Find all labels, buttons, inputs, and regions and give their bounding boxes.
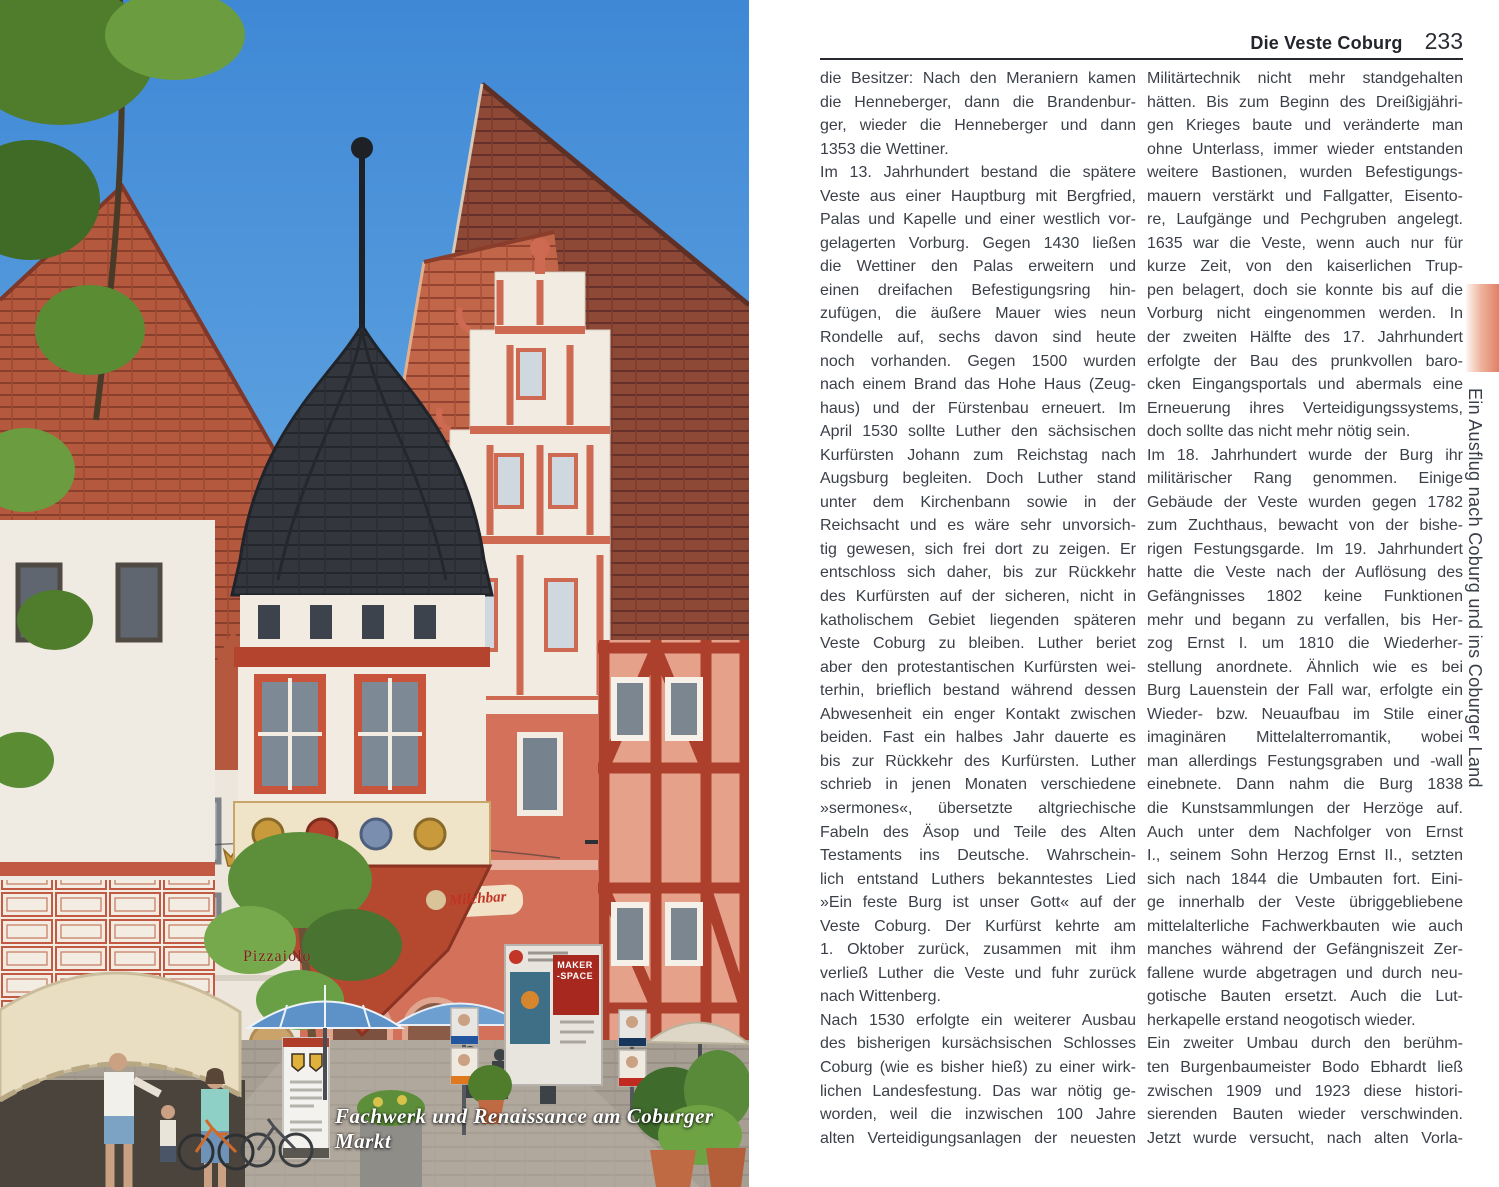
text-line: Gefängnisses 1802 keine Funktionen bbox=[1147, 588, 1463, 606]
text-line: Testaments ins Deutsche. Wahrschein- bbox=[820, 847, 1136, 865]
text-line: Veste Coburg zu bleiben. Luther beriet bbox=[820, 635, 1136, 653]
text-line: beiden. Fast ein halbes Jahr dauerte es bbox=[820, 729, 1136, 747]
text-line: nach einem Brand das Hohe Haus (Zeug- bbox=[820, 376, 1136, 394]
text-line: lich entstand Luthers bekanntestes Lied bbox=[820, 870, 1136, 888]
text-line: Veste Coburg. Der Kurfürst kehrte am bbox=[820, 917, 1136, 935]
text-line: weitere Bastionen, wurden Befestigungs- bbox=[1147, 164, 1463, 182]
text-line: erfolgte der Bau des prunkvollen baro- bbox=[1147, 352, 1463, 370]
chapter-tab bbox=[1466, 284, 1499, 372]
text-line: Rondelle auf, sechs davon sind heute bbox=[820, 329, 1136, 347]
text-line: des Kurfürsten auf der sicheren, nicht in bbox=[820, 588, 1136, 606]
page-number: 233 bbox=[1424, 28, 1463, 54]
maker-kiosk bbox=[505, 945, 602, 1085]
text-line: der zweiten Hälfte des 17. Jahrhundert bbox=[1147, 329, 1463, 347]
text-line: gen Krieges baute und veränderte man bbox=[1147, 117, 1463, 135]
text-line: rigen Festungsgarde. Im 19. Jahrhundert bbox=[1147, 540, 1463, 558]
text-line: 1. Oktober zurück, zusammen mit ihm bbox=[820, 941, 1136, 959]
sign-maker-line2: -SPACE bbox=[556, 971, 594, 981]
text-line: zwischen 1909 und 1923 diese histori- bbox=[1147, 1082, 1463, 1100]
text-line: re, Laufgänge und Pechgruben angelegt. bbox=[1147, 211, 1463, 229]
text-line: pen belagert, doch sie konnte bis auf die bbox=[1147, 281, 1463, 299]
text-line: gelagerten Vorburg. Gegen 1430 ließen bbox=[820, 234, 1136, 252]
text-line: I., seinem Sohn Herzog Ernst II., setzten bbox=[1147, 847, 1463, 865]
text-line: doch sollte das nicht mehr nötig sein. bbox=[1147, 423, 1411, 441]
photo-illustration bbox=[0, 0, 749, 1187]
text-line: zum Zuchthaus, bewacht von der bishe- bbox=[1147, 517, 1463, 535]
text-line: Burg Lauenstein der Fall war, erfolgte ein bbox=[1147, 682, 1463, 700]
text-line: Kurfürsten Johann zum Reichstag nach bbox=[820, 446, 1136, 464]
text-line: cken Eingangsportals und abermals eine bbox=[1147, 376, 1463, 394]
info-pillar bbox=[283, 1038, 329, 1158]
text-line: des bisherigen kursächsischen Schlosses bbox=[820, 1035, 1136, 1053]
text-columns bbox=[820, 67, 1463, 1150]
text-column-1 bbox=[820, 67, 1136, 1150]
text-line: mehr und begann zu verfallen, bis Her- bbox=[1147, 611, 1463, 629]
text-line: »sermones«, übersetzte altgriechische bbox=[820, 799, 1136, 817]
chapter-label: Ein Ausflug nach Coburg und ins Coburger Land bbox=[1465, 388, 1485, 788]
text-line: »Ein feste Burg ist unser Gott« auf der bbox=[820, 894, 1136, 912]
sign-maker-line1: MAKER bbox=[557, 960, 593, 970]
photo-caption: Fachwerk und Renaissance am Coburger Markt bbox=[335, 1104, 714, 1153]
text-line: hatte die Veste nach der Auflösung des bbox=[1147, 564, 1463, 582]
text-line: terhin, brieflich bestand während dessen bbox=[820, 682, 1136, 700]
text-line: Jetzt wurde versucht, nach alten Vorla- bbox=[1147, 1129, 1463, 1147]
text-line: katholischem Gebiet liegenden späteren bbox=[820, 611, 1136, 629]
text-line: verließ Luther die Veste und fuhr zurück bbox=[820, 964, 1136, 982]
header-title: Die Veste Coburg bbox=[1250, 33, 1403, 53]
text-line: Veste aus einer Hauptburg mit Bergfried, bbox=[820, 187, 1136, 205]
text-line: mauern verstärkt und Fallgatter, Eisento- bbox=[1147, 187, 1463, 205]
text-column-2 bbox=[1147, 67, 1463, 1150]
page-header bbox=[820, 30, 1463, 60]
text-line: imaginären Mittelalterromantik, wobei bbox=[1147, 729, 1463, 747]
photo bbox=[0, 0, 749, 1187]
text-line: noch vorhanden. Gegen 1500 wurden bbox=[820, 352, 1136, 370]
text-line: Wieder- bzw. Neuaufbau im Stile einer bbox=[1147, 705, 1463, 723]
text-line: zog Ernst I. um 1810 die Wiederher- bbox=[1147, 635, 1463, 653]
text-line: nach Wittenberg. bbox=[820, 988, 941, 1006]
sign-milchbar: Milchbar bbox=[448, 889, 507, 909]
text-line: sich nach 1844 die Umbauten fort. Eini- bbox=[1147, 870, 1463, 888]
text-line: Auch unter dem Nachfolger von Ernst bbox=[1147, 823, 1463, 841]
text-line: lichen Landesfestung. Das war nötig ge- bbox=[820, 1082, 1136, 1100]
text-line: ohne Unterlass, immer wieder entstanden bbox=[1147, 140, 1463, 158]
text-line: mittelalterliche Fachwerkbauten wie auch bbox=[1147, 917, 1463, 935]
text-line: April 1530 sollte Luther den sächsischen bbox=[820, 423, 1136, 441]
text-line: sierenden Bauten wieder verschwinden. bbox=[1147, 1106, 1463, 1124]
planter bbox=[357, 1090, 425, 1187]
text-line: zufügen, die äußere Mauer wies neun bbox=[820, 305, 1136, 323]
text-line: Fabeln des Äsop und Teile des Alten bbox=[820, 823, 1136, 841]
text-line: bis zur Rückkehr des Kurfürsten. Luther bbox=[820, 752, 1136, 770]
text-line: entschloss sich daher, bis zur Rückkehr bbox=[820, 564, 1136, 582]
text-line: haus) und der Fürstenbau erneuert. Im bbox=[820, 399, 1136, 417]
text-line: kurze Zeit, von den kaiserlichen Trup- bbox=[1147, 258, 1463, 276]
text-line: worden, weil die inzwischen 100 Jahre bbox=[820, 1106, 1136, 1124]
text-line: Augsburg begleiten. Doch Luther stand bbox=[820, 470, 1136, 488]
text-line: militärischer Rang genommen. Einige bbox=[1147, 470, 1463, 488]
child bbox=[160, 1105, 176, 1162]
text-line: Nach 1530 erfolgte ein weiterer Ausbau bbox=[820, 1011, 1136, 1029]
text-line: schrieb in jenen Monaten verschiedene bbox=[820, 776, 1136, 794]
text-line: einebnete. Dann nahm die Burg 1838 bbox=[1147, 776, 1463, 794]
article bbox=[820, 30, 1463, 1150]
text-line: Militärtechnik nicht mehr standgehalten bbox=[1147, 70, 1463, 87]
text-line: die Besitzer: Nach den Meraniern kamen bbox=[820, 70, 1136, 87]
text-line: 1635 war die Veste, wenn auch nur für bbox=[1147, 234, 1463, 252]
text-line: alten Verteidigungsanlagen der neuesten bbox=[820, 1129, 1136, 1147]
text-line: hätten. Bis zum Beginn des Dreißigjähri- bbox=[1147, 93, 1463, 111]
text-line: ger, wieder die Henneberger und dann bbox=[820, 117, 1136, 135]
text-line: Palas und Kapelle und einer westlich vor- bbox=[820, 211, 1136, 229]
text-line: Gebäude der Veste wurden gegen 1782 bbox=[1147, 493, 1463, 511]
text-line: Erneuerung ihres Verteidigungssystems, bbox=[1147, 399, 1463, 417]
text-line: unter dem Kirchenbann sowie in der bbox=[820, 493, 1136, 511]
text-line: man allerdings Festungsgraben und -wall bbox=[1147, 752, 1463, 770]
text-line: stellung anordnete. Ähnlich wie es bei bbox=[1147, 658, 1463, 676]
text-line: ten Burgenbaumeister Bodo Ebhardt ließ bbox=[1147, 1058, 1463, 1076]
sign-pizzaiolo: Pizzaiolo bbox=[243, 948, 312, 965]
text-line: manches während der Gefängniszeit Zer- bbox=[1147, 941, 1463, 959]
text-line: tig gewesen, sich frei dort zu zeigen. Er bbox=[820, 540, 1136, 558]
text-line: Ein zweiter Umbau durch den berühm- bbox=[1147, 1035, 1463, 1053]
text-line: Im 18. Jahrhundert wurde der Burg ihr bbox=[1147, 446, 1463, 464]
text-line: 1353 die Wettiner. bbox=[820, 140, 949, 158]
text-line: die Henneberger, dann die Brandenbur- bbox=[820, 93, 1136, 111]
text-line: einen dreifachen Befestigungsring hin- bbox=[820, 281, 1136, 299]
text-line: Vorburg nicht eingenommen werden. In bbox=[1147, 305, 1463, 323]
text-line: gotische Bauten ersetzt. Auch die Lut- bbox=[1147, 988, 1463, 1006]
text-line: ge innerhalb der Veste übriggebliebene bbox=[1147, 894, 1463, 912]
text-line: Im 13. Jahrhundert bestand die spätere bbox=[820, 164, 1136, 182]
text-line: Reichsacht und es wäre sehr unvorsich- bbox=[820, 517, 1136, 535]
text-line: Abwesenheit ein enger Kontakt zwischen bbox=[820, 705, 1136, 723]
text-line: fallene wurde abgetragen und durch neu- bbox=[1147, 964, 1463, 982]
oriel-windows bbox=[238, 667, 486, 802]
text-line: aber den protestantischen Kurfürsten wei- bbox=[820, 658, 1136, 676]
text-line: Coburg (wie es bisher hieß) zu einer wirk- bbox=[820, 1058, 1136, 1076]
text-line: herkapelle erstand neogotisch wieder. bbox=[1147, 1011, 1416, 1029]
text-line: die Wettiner den Palas erweitern und bbox=[820, 258, 1136, 276]
text-line: die Kunstsammlungen der Herzöge auf. bbox=[1147, 799, 1463, 817]
